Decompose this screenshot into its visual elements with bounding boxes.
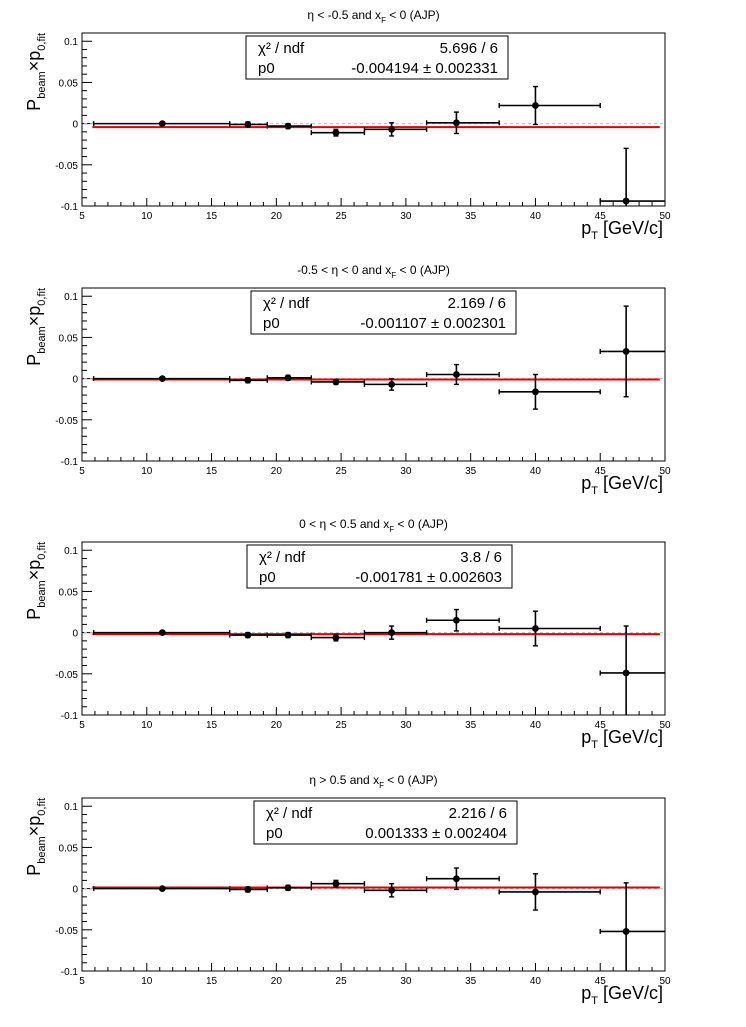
- chi2-label: χ² / ndf: [259, 549, 306, 566]
- data-marker: [285, 884, 292, 891]
- data-marker: [388, 381, 395, 388]
- data-marker: [532, 102, 539, 109]
- data-point: [600, 883, 665, 971]
- x-tick-label: 20: [270, 976, 282, 987]
- p0-label: p0: [259, 569, 276, 586]
- data-marker: [532, 388, 539, 395]
- y-axis-label: $P_{beam}\times p_{0,fit}$: [24, 288, 48, 366]
- plot-panel-3: [24, 517, 671, 751]
- data-marker: [453, 119, 460, 126]
- data-marker: [333, 129, 340, 136]
- p0-label: p0: [258, 60, 275, 77]
- data-marker: [388, 126, 395, 133]
- y-tick-label: 0.1: [64, 802, 78, 814]
- fit-stats-box: [254, 801, 517, 844]
- data-marker: [244, 121, 251, 128]
- x-tick-label: 35: [465, 466, 477, 477]
- y-tick-label: 0.05: [58, 78, 78, 90]
- plot-title: η < -0.5 and $x_F < 0$ (AJP): [307, 8, 440, 25]
- y-tick-label: 0: [72, 628, 78, 640]
- data-point: [267, 632, 311, 639]
- data-point: [499, 874, 600, 910]
- x-tick-label: 15: [205, 211, 218, 222]
- data-point: [499, 87, 600, 125]
- data-marker: [285, 632, 292, 639]
- data-point: [427, 868, 500, 889]
- x-tick-label: 25: [335, 976, 347, 987]
- x-tick-label: 10: [141, 466, 153, 477]
- x-tick-label: 25: [335, 466, 347, 477]
- fit-stats-box: [251, 291, 516, 334]
- data-point: [94, 375, 230, 382]
- data-point: [94, 885, 230, 892]
- x-axis-label: $p_T$ [GeV/c]: [581, 218, 663, 242]
- x-tick-label: 5: [79, 976, 85, 987]
- fit-stats-box: [246, 36, 508, 79]
- plot-panel-1: [24, 8, 671, 242]
- y-axis-label: $P_{beam}\times p_{0,fit}$: [24, 33, 48, 111]
- x-tick-label: 15: [205, 976, 218, 987]
- y-tick-label: -0.1: [60, 457, 78, 468]
- chi2-value: 5.696 / 6: [439, 40, 498, 57]
- data-point: [230, 377, 268, 384]
- p0-value: 0.001333 ± 0.002404: [365, 825, 507, 842]
- y-tick-label: 0.05: [58, 333, 78, 345]
- data-point: [311, 129, 364, 136]
- x-tick-label: 15: [205, 466, 218, 477]
- data-marker: [285, 374, 292, 381]
- data-point: [364, 884, 426, 897]
- y-axis-label: $P_{beam}\times p_{0,fit}$: [24, 542, 48, 620]
- x-tick-label: 30: [400, 466, 412, 477]
- data-marker: [623, 348, 630, 355]
- chi2-label: χ² / ndf: [266, 805, 313, 822]
- y-tick-label: 0.1: [64, 37, 78, 49]
- x-tick-label: 20: [270, 466, 282, 477]
- chi2-label: χ² / ndf: [258, 40, 305, 57]
- p0-label: p0: [263, 315, 280, 332]
- x-tick-label: 35: [465, 211, 477, 222]
- x-axis-label: $p_T$ [GeV/c]: [581, 983, 663, 1007]
- x-tick-label: 50: [659, 720, 671, 731]
- y-tick-label: -0.05: [55, 669, 78, 681]
- y-tick-label: 0.1: [64, 292, 78, 304]
- data-point: [311, 634, 364, 641]
- data-marker: [333, 880, 340, 887]
- x-tick-label: 25: [335, 211, 347, 222]
- plot-panel-2: [24, 263, 671, 497]
- data-point: [427, 365, 500, 385]
- data-marker: [159, 120, 166, 127]
- data-marker: [623, 928, 630, 935]
- x-tick-label: 40: [529, 976, 542, 987]
- y-tick-label: -0.1: [60, 202, 78, 213]
- data-point: [427, 610, 500, 631]
- x-tick-label: 45: [594, 720, 606, 731]
- chi2-value: 2.216 / 6: [448, 805, 507, 822]
- data-point: [427, 112, 500, 133]
- p0-label: p0: [266, 825, 283, 842]
- x-tick-label: 10: [141, 976, 153, 987]
- x-tick-label: 25: [335, 720, 347, 731]
- data-marker: [623, 198, 630, 205]
- data-marker: [532, 889, 539, 896]
- plot-title: η > 0.5 and $x_F < 0$ (AJP): [309, 773, 438, 790]
- x-tick-label: 30: [400, 211, 412, 222]
- data-marker: [159, 375, 166, 382]
- data-point: [600, 148, 665, 206]
- data-marker: [285, 123, 292, 130]
- y-axis-label: $P_{beam}\times p_{0,fit}$: [24, 798, 48, 876]
- plot-title: 0 < η < 0.5 and $x_F < 0$ (AJP): [299, 517, 448, 534]
- x-tick-label: 5: [79, 211, 85, 222]
- plot-title: -0.5 < η < 0 and $x_F < 0$ (AJP): [297, 263, 450, 280]
- x-tick-label: 50: [659, 211, 671, 222]
- y-tick-label: 0.1: [64, 546, 78, 558]
- y-tick-label: -0.1: [60, 711, 78, 722]
- x-tick-label: 20: [270, 720, 282, 731]
- x-tick-label: 40: [529, 720, 542, 731]
- plot-panel-4: [24, 773, 671, 1007]
- y-tick-label: 0: [72, 119, 78, 131]
- data-point: [94, 120, 230, 127]
- data-point: [311, 880, 364, 887]
- x-tick-label: 50: [659, 976, 671, 987]
- data-marker: [333, 379, 340, 386]
- y-tick-label: 0: [72, 374, 78, 386]
- y-tick-label: -0.05: [55, 925, 78, 937]
- x-tick-label: 30: [400, 720, 412, 731]
- x-tick-label: 45: [594, 466, 606, 477]
- x-tick-label: 5: [79, 720, 85, 731]
- p0-value: -0.001107 ± 0.002301: [360, 315, 506, 332]
- y-tick-label: 0: [72, 884, 78, 896]
- data-marker: [453, 371, 460, 378]
- x-tick-label: 15: [205, 720, 218, 731]
- y-tick-label: 0.05: [58, 843, 78, 855]
- data-point: [600, 626, 665, 715]
- x-tick-label: 40: [529, 466, 542, 477]
- p0-value: -0.004194 ± 0.002331: [351, 60, 498, 77]
- x-tick-label: 30: [400, 976, 412, 987]
- x-tick-label: 35: [465, 720, 477, 731]
- y-tick-label: 0.05: [58, 587, 78, 599]
- data-marker: [388, 629, 395, 636]
- x-tick-label: 45: [594, 211, 606, 222]
- x-axis-label: $p_T$ [GeV/c]: [581, 727, 663, 751]
- data-point: [364, 626, 426, 639]
- data-marker: [623, 670, 630, 677]
- fit-stats-box: [247, 545, 512, 588]
- data-marker: [333, 634, 340, 641]
- data-marker: [453, 875, 460, 882]
- x-tick-label: 5: [79, 466, 85, 477]
- data-marker: [532, 625, 539, 632]
- data-marker: [244, 377, 251, 384]
- data-point: [267, 884, 311, 891]
- data-marker: [453, 617, 460, 624]
- data-point: [364, 123, 426, 136]
- data-marker: [159, 629, 166, 636]
- x-tick-label: 20: [270, 211, 282, 222]
- y-tick-label: -0.05: [55, 160, 78, 172]
- x-tick-label: 40: [529, 211, 542, 222]
- x-tick-label: 10: [141, 211, 153, 222]
- data-marker: [244, 632, 251, 639]
- y-tick-label: -0.1: [60, 967, 78, 978]
- p0-value: -0.001781 ± 0.002603: [355, 569, 502, 586]
- data-point: [267, 123, 311, 130]
- x-tick-label: 50: [659, 466, 671, 477]
- data-marker: [244, 886, 251, 893]
- data-point: [499, 611, 600, 646]
- chi2-value: 2.169 / 6: [447, 295, 506, 312]
- data-marker: [159, 885, 166, 892]
- data-point: [600, 306, 665, 397]
- chi2-label: χ² / ndf: [263, 295, 310, 312]
- x-tick-label: 10: [141, 720, 153, 731]
- chi2-value: 3.8 / 6: [460, 549, 502, 566]
- x-tick-label: 35: [465, 976, 477, 987]
- x-axis-label: $p_T$ [GeV/c]: [581, 473, 663, 497]
- x-tick-label: 45: [594, 976, 606, 987]
- data-marker: [388, 887, 395, 894]
- y-tick-label: -0.05: [55, 415, 78, 427]
